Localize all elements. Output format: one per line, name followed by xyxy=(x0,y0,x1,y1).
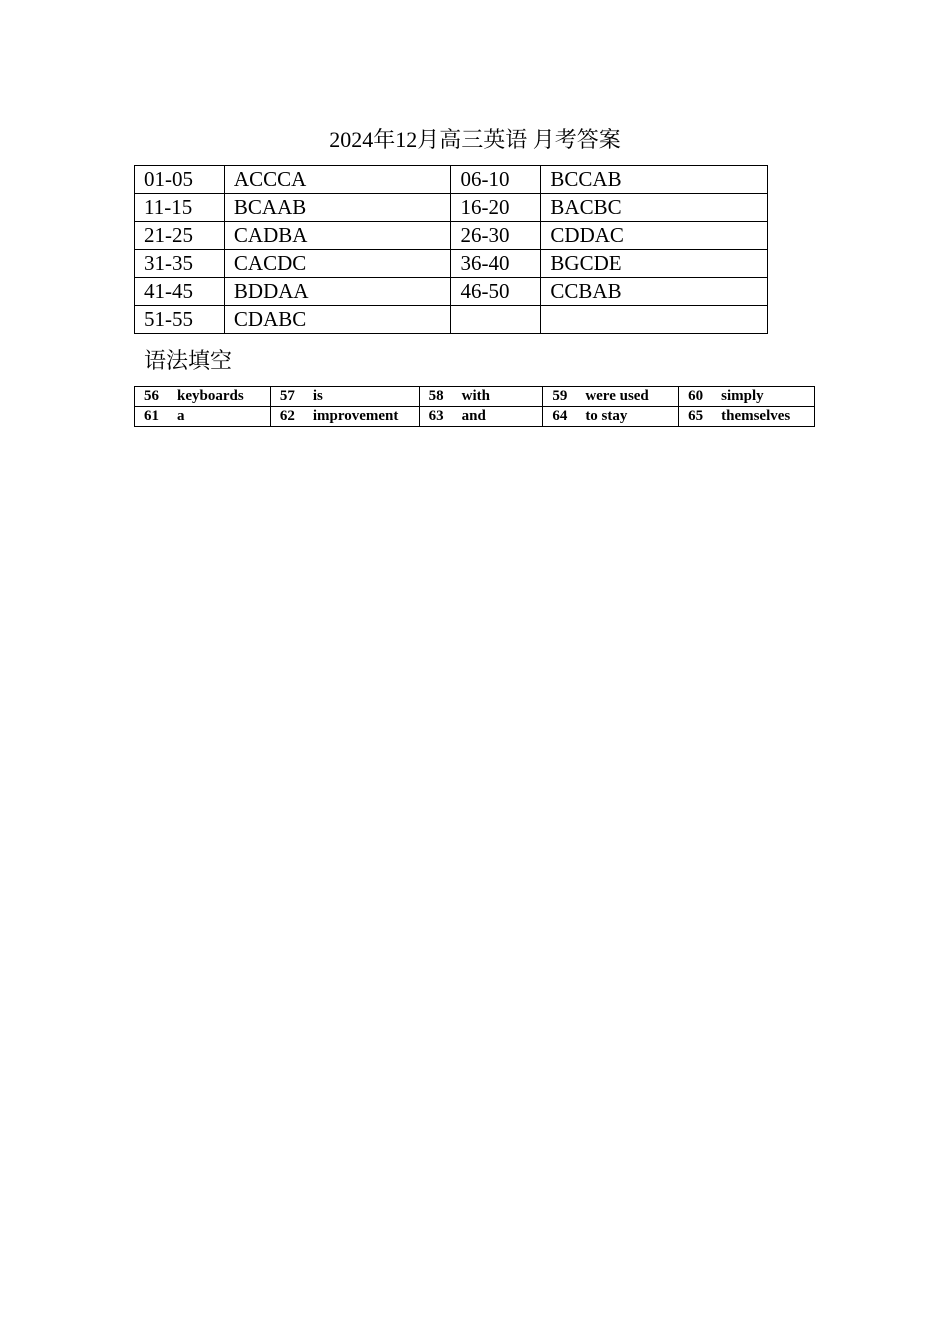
grammar-answer-cell xyxy=(135,387,271,407)
question-range-cell: 06-10 xyxy=(451,166,541,194)
grammar-fill-heading: 语法填空 xyxy=(144,348,233,373)
answers-cell: CADBA xyxy=(224,222,451,250)
answer-text: to stay xyxy=(585,408,628,424)
grammar-answer-cell xyxy=(135,407,271,427)
question-number: 58 xyxy=(428,388,444,404)
answer-text: a xyxy=(177,408,185,424)
question-range-cell: 31-35 xyxy=(135,250,225,278)
question-number: 63 xyxy=(428,408,444,424)
table-row xyxy=(135,387,815,407)
answer-text: keyboards xyxy=(177,388,244,404)
answers-cell: CDABC xyxy=(224,306,451,334)
table-row xyxy=(135,306,768,334)
answer-text: and xyxy=(461,408,486,424)
question-number: 62 xyxy=(279,408,295,424)
grammar-answer-cell xyxy=(419,387,543,407)
table-row xyxy=(135,407,815,427)
answers-cell: CDDAC xyxy=(541,222,768,250)
answers-cell: BGCDE xyxy=(541,250,768,278)
grammar-answer-cell xyxy=(270,387,419,407)
question-range-cell: 21-25 xyxy=(135,222,225,250)
answer-text: simply xyxy=(721,388,764,404)
question-range-cell: 51-55 xyxy=(135,306,225,334)
question-range-cell: 41-45 xyxy=(135,278,225,306)
question-number: 56 xyxy=(144,388,159,404)
question-number: 60 xyxy=(688,388,704,404)
grammar-answer-cell xyxy=(543,387,679,407)
answer-text: were used xyxy=(585,388,649,404)
answers-cell: CACDC xyxy=(224,250,451,278)
question-range-cell: 26-30 xyxy=(451,222,541,250)
question-number: 59 xyxy=(552,388,568,404)
table-row xyxy=(135,250,768,278)
grammar-answer-cell xyxy=(543,407,679,427)
answer-text: with xyxy=(461,388,491,404)
answers-cell: CCBAB xyxy=(541,278,768,306)
question-range-cell: 11-15 xyxy=(135,194,225,222)
question-number: 64 xyxy=(552,408,568,424)
table-row xyxy=(135,166,768,194)
empty-cell xyxy=(541,306,768,334)
answers-cell: BCAAB xyxy=(224,194,451,222)
answer-text: improvement xyxy=(312,408,399,424)
grammar-answer-cell xyxy=(679,407,815,427)
table-row xyxy=(135,222,768,250)
page-title: 2024年12月高三英语 月考答案 xyxy=(329,127,621,152)
question-number: 65 xyxy=(688,408,704,424)
answers-cell: BCCAB xyxy=(541,166,768,194)
answers-cell: ACCCA xyxy=(224,166,451,194)
answers-cell: BACBC xyxy=(541,194,768,222)
question-range-cell: 36-40 xyxy=(451,250,541,278)
question-number: 57 xyxy=(279,388,295,404)
grammar-answer-cell xyxy=(270,407,419,427)
answer-text: themselves xyxy=(721,408,791,424)
multiple-choice-answer-table xyxy=(134,165,768,334)
grammar-answer-cell xyxy=(419,407,543,427)
empty-cell xyxy=(451,306,541,334)
grammar-answer-cell xyxy=(679,387,815,407)
question-range-cell: 16-20 xyxy=(451,194,541,222)
question-number: 61 xyxy=(144,408,159,424)
answers-cell: BDDAA xyxy=(224,278,451,306)
grammar-fill-answer-table xyxy=(134,386,815,427)
question-range-cell: 01-05 xyxy=(135,166,225,194)
table-row xyxy=(135,278,768,306)
question-range-cell: 46-50 xyxy=(451,278,541,306)
answer-text: is xyxy=(312,388,323,404)
table-row xyxy=(135,194,768,222)
